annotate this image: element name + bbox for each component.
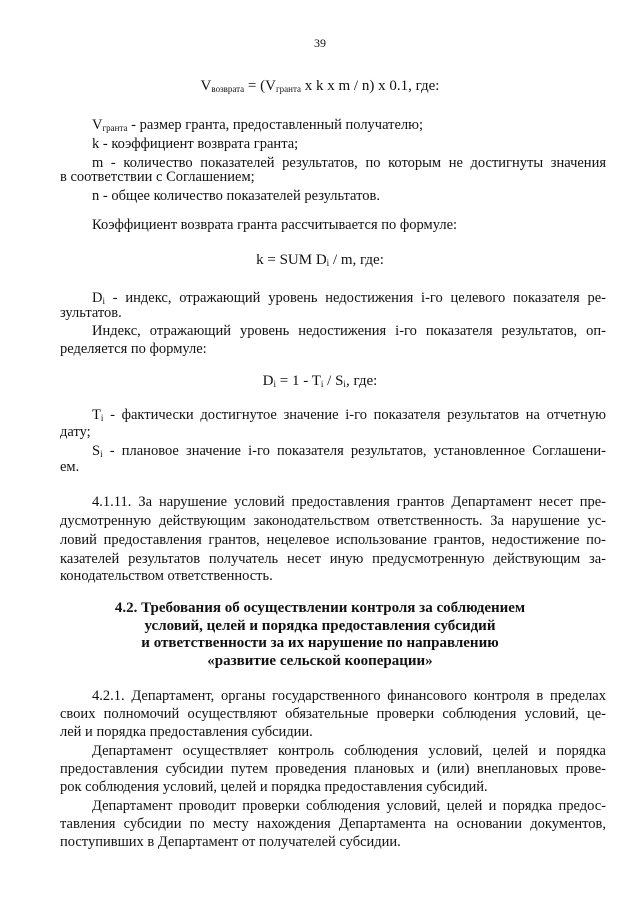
p-check-line: тавления субсидии по месту нахождения Департамента на основании документов, [60,816,606,832]
page-number: 39 [314,36,326,50]
section-heading-line: условий, целей и порядка предоставления субсидий [144,618,496,634]
p421-line: лей и порядка предоставления субсидии. [60,724,313,740]
p-check-line: Департамент проводит проверки соблюдения условий, целей и порядка предос- [92,798,606,814]
p-check-line: поступивших в Департамент от получателей субсидии. [60,834,401,850]
p421-line: своих полномочий осуществляют обязательные проверки соблюдения условий, це- [60,706,606,722]
p4111-line: казателей результатов получатель несет иную предусмотренную действующим за- [60,551,606,567]
formula-d: $D_i = 1 - T_i / S_i$, где: [262,373,378,389]
p4111-line: дусмотренную действующим законодательством ответственность. За нарушение ус- [60,513,606,529]
section-heading-line: 4.2. Требования об осуществлении контроля за соблюдением [114,600,526,616]
def-ti-cont: дату; [60,424,91,440]
p421-line: 4.2.1. Департамент, органы государственного финансового контроля в пределах [92,688,606,704]
def-ti: $T_i$ - фактически достигнутое значение i-го показателя результатов на отчетную [92,407,606,423]
def-m: m - количество показателей результатов, по которым не достигнуты значения [92,155,606,171]
p4111-line: ловий предоставления грантов, нецелевое использование грантов, недостижение по- [60,532,606,548]
p-control-line: предоставления субсидии путем проведения плановых и (или) внеплановых прове- [60,761,606,777]
index-text: Индекс, отражающий уровень недостижения i-го показателя результатов, оп- [92,323,606,339]
def-di-cont: зультатов. [60,305,122,321]
p4111-line: конодательством ответственность. [60,568,273,584]
coef-intro: Коэффициент возврата гранта рассчитывается по формуле: [92,217,458,233]
section-heading-line: «развитие сельской кооперации» [207,653,433,669]
def-v-grant: $V_{гранта}$ - размер гранта, предоставленный получателю; [92,117,424,133]
def-di: $D_i$ - индекс, отражающий уровень недостижения i-го целевого показателя ре- [92,290,606,306]
formula-k: k = SUM $D_i$ / m, где: [256,252,384,268]
p4111-line: 4.1.11. За нарушение условий предоставления грантов Департамент несет пре- [92,494,606,510]
p-control-line: рок соблюдения условий, целей и порядка предоставления субсидий. [60,779,488,795]
p-control-line: Департамент осуществляет контроль соблюдения условий, целей и порядка [92,743,606,759]
index-text-cont: ределяется по формуле: [60,341,207,357]
def-k: k - коэффициент возврата гранта; [92,136,299,152]
def-m-cont: в соответствии с Соглашением; [60,169,255,185]
def-si-cont: ем. [60,459,80,475]
formula-refund: $V_{возврата} = (V_{гранта}$ x k x m / n) x 0.1, где: [200,78,440,94]
def-n: n - общее количество показателей результатов. [92,188,380,204]
def-si: $S_i$ - плановое значение i-го показателя результатов, установленное Соглашени- [92,443,606,459]
section-heading-line: и ответственности за их нарушение по направлению [141,635,499,651]
